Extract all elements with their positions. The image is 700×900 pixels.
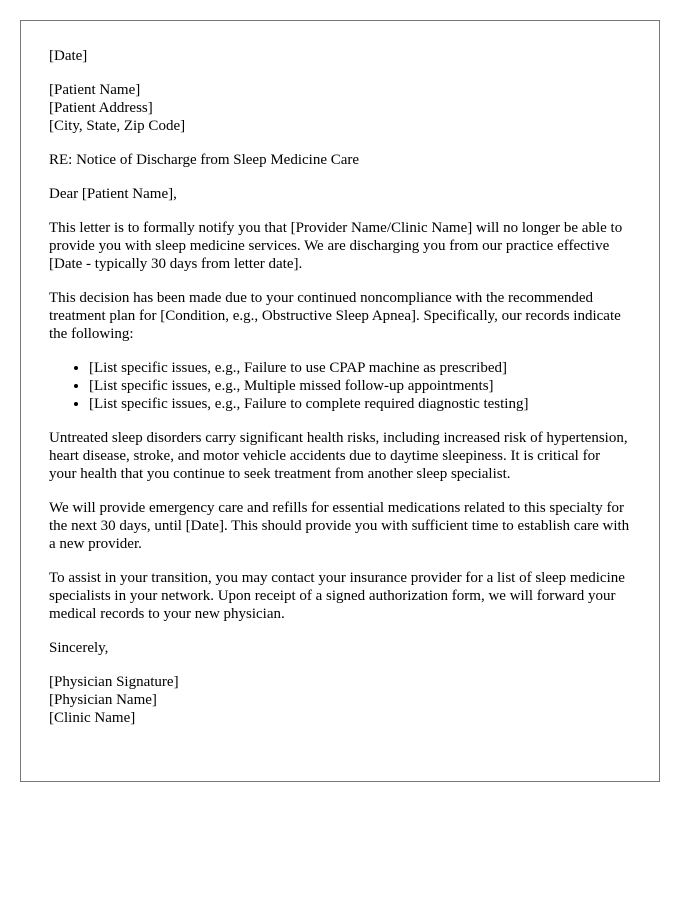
paragraph-noncompliance: This decision has been made due to your continued noncompliance with the recommended treatment plan for [Condition, e.g., Obstructive Sleep Apnea]. Specifically, our records indicate the following:	[49, 290, 621, 342]
physician-signature: [Physician Signature]	[49, 674, 179, 690]
signature-block	[49, 673, 631, 727]
clinic-name: [Clinic Name]	[49, 710, 136, 726]
recipient-address: [Patient Address]	[49, 100, 153, 116]
letter-page	[20, 20, 660, 782]
date-text: [Date]	[49, 48, 88, 64]
list-item: • [List specific issues, e.g., Failure to use CPAP machine as prescribed]	[89, 359, 631, 377]
letter-date	[49, 47, 631, 65]
recipient-address-block	[49, 81, 631, 135]
list-item: • [List specific issues, e.g., Failure to complete required diagnostic testing]	[89, 395, 631, 413]
paragraph-emergency-care: We will provide emergency care and refills for essential medications related to this specialty for the next 30 days, until [Date]. This should provide you with sufficient time to establish care with a new provider.	[49, 500, 630, 552]
paragraph-health-risks: Untreated sleep disorders carry significant health risks, including increased risk of hypertension, heart disease, stroke, and motor vehicle accidents due to daytime sleepiness. It is critical for your health that you continue to seek treatment from another sleep specialist.	[49, 430, 628, 482]
paragraph-discharge-notice: This letter is to formally notify you that [Provider Name/Clinic Name] will no longer be able to provide you with sleep medicine services. We are discharging you from our practice effective [Date - typically 30 days from letter date].	[49, 220, 623, 272]
recipient-city-state-zip: [City, State, Zip Code]	[49, 118, 186, 134]
physician-name: [Physician Name]	[49, 692, 157, 708]
salutation: Dear [Patient Name],	[49, 186, 177, 202]
issues-list	[49, 359, 631, 413]
recipient-name: [Patient Name]	[49, 82, 141, 98]
subject-line: RE: Notice of Discharge from Sleep Medicine Care	[49, 152, 360, 168]
paragraph-transition: To assist in your transition, you may contact your insurance provider for a list of sleep medicine specialists in your network. Upon receipt of a signed authorization form, we will forward your medical records to your new physician.	[49, 570, 625, 622]
closing: Sincerely,	[49, 640, 109, 656]
list-item: • [List specific issues, e.g., Multiple missed follow-up appointments]	[89, 377, 631, 395]
